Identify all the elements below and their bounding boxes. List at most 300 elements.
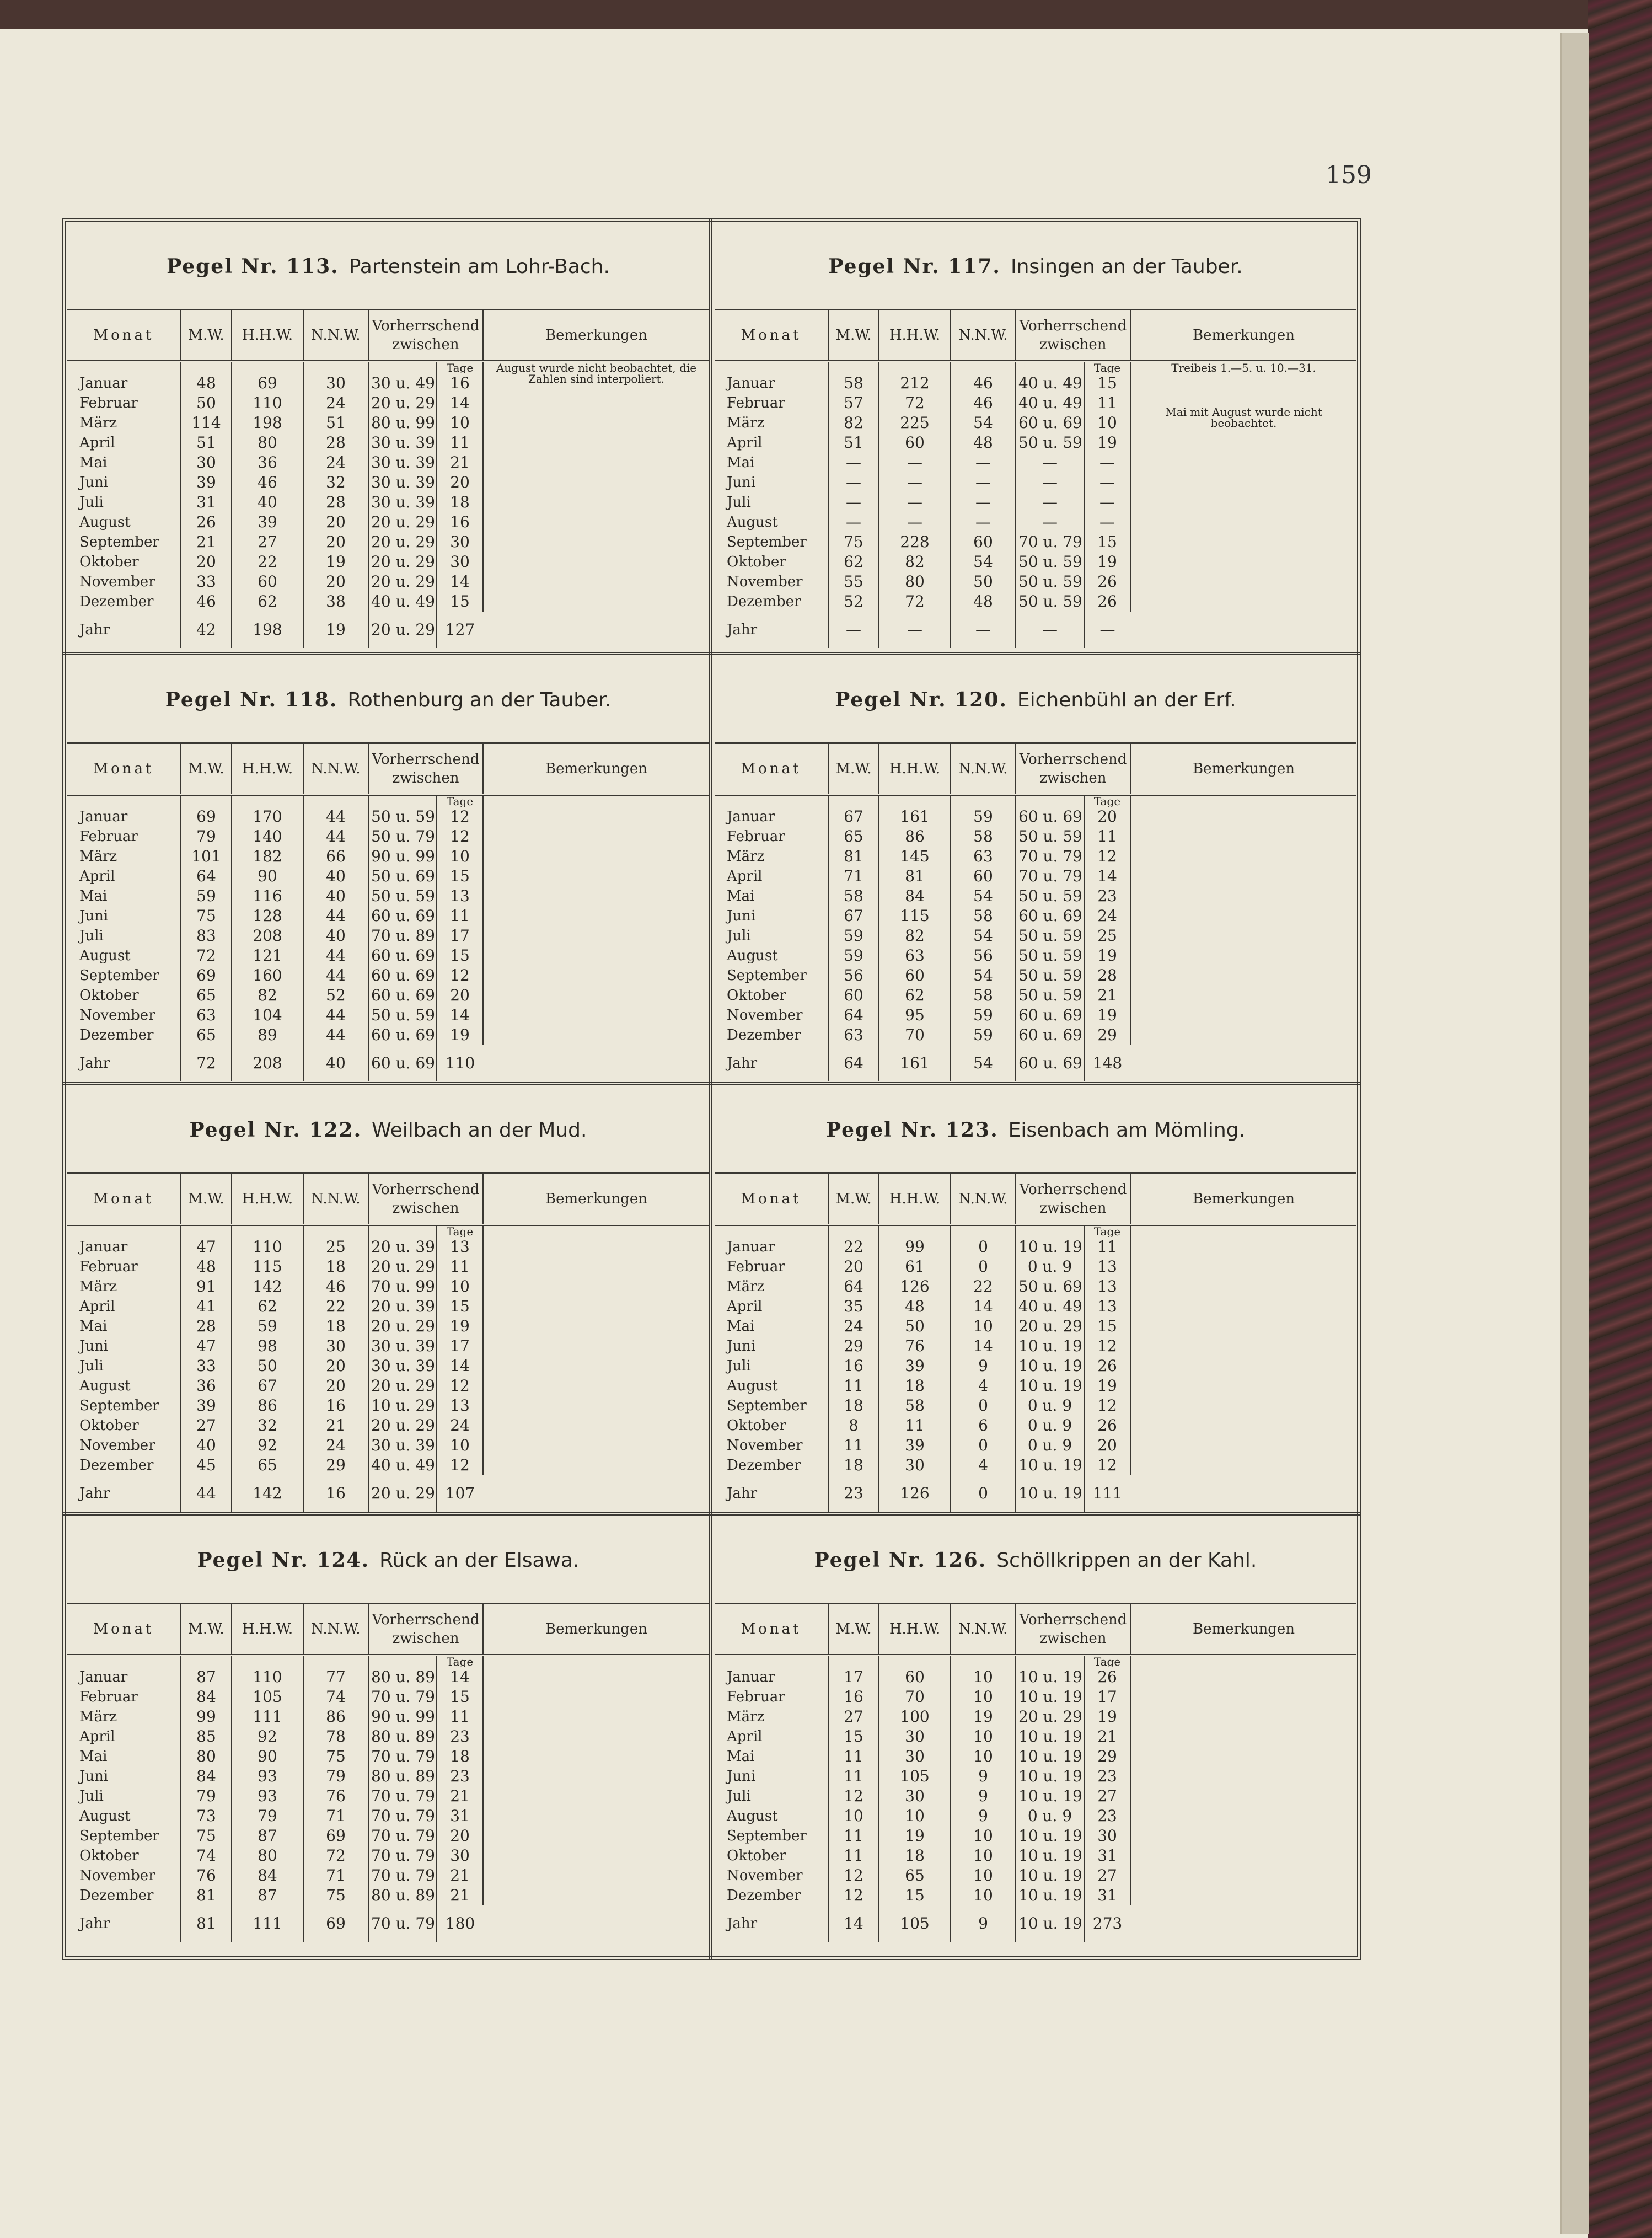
value-cell: 27 bbox=[1084, 1786, 1130, 1806]
value-cell: 10 u. 19 bbox=[1016, 1356, 1084, 1376]
value-cell: 161 bbox=[879, 807, 951, 827]
value-cell: 6 bbox=[951, 1416, 1016, 1436]
month-cell: Mai bbox=[727, 454, 755, 471]
panel-title bbox=[715, 255, 1356, 278]
value-cell: 10 u. 19 bbox=[1016, 1336, 1084, 1356]
month-cell: März bbox=[727, 1278, 765, 1295]
value-cell: 60 u. 69 bbox=[368, 986, 437, 1005]
value-cell: — bbox=[828, 512, 879, 532]
header-monat: Monat bbox=[715, 743, 828, 795]
value-cell: 39 bbox=[879, 1436, 951, 1455]
remarks-cell bbox=[1130, 795, 1356, 1045]
value-cell: 60 u. 69 bbox=[1016, 1025, 1084, 1045]
year-row bbox=[715, 1045, 1356, 1081]
value-cell: 44 bbox=[303, 966, 368, 986]
value-cell: 22 bbox=[303, 1297, 368, 1316]
value-cell: 54 bbox=[951, 886, 1016, 906]
header-vorherrschend: Vorherrschend zwischen bbox=[368, 310, 483, 362]
pegel-number: Pegel Nr. 124. bbox=[197, 1549, 370, 1572]
value-cell: 33 bbox=[181, 572, 232, 592]
value-cell: 80 u. 89 bbox=[368, 1766, 437, 1786]
value-cell: 11 bbox=[437, 906, 483, 926]
value-cell: 228 bbox=[879, 532, 951, 552]
value-cell: 18 bbox=[879, 1846, 951, 1866]
year-value-cell: 20 u. 29 bbox=[368, 1475, 437, 1512]
header-bemerkungen: Bemerkungen bbox=[483, 743, 709, 795]
month-cell: Februar bbox=[79, 1689, 138, 1705]
value-cell: 40 u. 49 bbox=[1016, 373, 1084, 393]
month-cell: April bbox=[79, 1298, 115, 1315]
value-cell: 44 bbox=[303, 827, 368, 847]
header-row bbox=[67, 1604, 709, 1656]
header-monat: Monat bbox=[67, 1604, 181, 1656]
tage-label: Tage bbox=[1084, 1225, 1130, 1237]
value-cell: 60 bbox=[951, 866, 1016, 886]
header-monat: Monat bbox=[67, 310, 181, 362]
tage-row bbox=[715, 795, 1356, 807]
year-row bbox=[715, 1475, 1356, 1512]
value-cell: 41 bbox=[181, 1297, 232, 1316]
value-cell: 65 bbox=[828, 827, 879, 847]
header-vorherrschend: Vorherrschend zwischen bbox=[1016, 310, 1130, 362]
value-cell: 51 bbox=[303, 413, 368, 433]
value-cell: 70 u. 79 bbox=[1016, 847, 1084, 866]
value-cell: 54 bbox=[951, 966, 1016, 986]
month-cell: Juni bbox=[79, 1338, 109, 1354]
tage-row bbox=[67, 1225, 709, 1237]
value-cell: 60 bbox=[951, 532, 1016, 552]
header-nnw: N.N.W. bbox=[951, 1174, 1016, 1225]
pegel-number: Pegel Nr. 126. bbox=[814, 1549, 987, 1572]
value-cell: 20 bbox=[437, 1826, 483, 1846]
tage-row bbox=[715, 361, 1356, 373]
month-cell: November bbox=[79, 574, 155, 590]
value-cell: 20 bbox=[303, 512, 368, 532]
header-vorherrschend: Vorherrschend zwischen bbox=[1016, 1174, 1130, 1225]
value-cell: 63 bbox=[181, 1005, 232, 1025]
value-cell: 10 u. 19 bbox=[1016, 1687, 1084, 1707]
month-cell: November bbox=[727, 1437, 803, 1454]
month-cell: November bbox=[727, 1867, 803, 1884]
value-cell: 12 bbox=[828, 1886, 879, 1905]
gauge-table bbox=[715, 1603, 1356, 1942]
value-cell: 65 bbox=[879, 1866, 951, 1886]
value-cell: 105 bbox=[879, 1766, 951, 1786]
value-cell: 10 bbox=[951, 1826, 1016, 1846]
value-cell: 39 bbox=[879, 1356, 951, 1376]
value-cell: 20 bbox=[303, 1356, 368, 1376]
year-value-cell: 40 bbox=[303, 1045, 368, 1081]
value-cell: 90 bbox=[232, 866, 303, 886]
month-cell: Februar bbox=[79, 395, 138, 411]
value-cell: 17 bbox=[437, 1336, 483, 1356]
tage-label: Tage bbox=[437, 361, 483, 373]
year-value-cell: 110 bbox=[437, 1045, 483, 1081]
value-cell: 0 u. 9 bbox=[1016, 1436, 1084, 1455]
month-cell: August bbox=[727, 514, 778, 531]
value-cell: 13 bbox=[437, 886, 483, 906]
value-cell: 9 bbox=[951, 1806, 1016, 1826]
value-cell: 52 bbox=[303, 986, 368, 1005]
value-cell: — bbox=[828, 492, 879, 512]
value-cell: 20 bbox=[303, 572, 368, 592]
value-cell: 67 bbox=[828, 906, 879, 926]
remarks-cell bbox=[1130, 1655, 1356, 1905]
header-mw: M.W. bbox=[828, 310, 879, 362]
value-cell: 85 bbox=[181, 1727, 232, 1747]
value-cell: 21 bbox=[1084, 986, 1130, 1005]
value-cell: 19 bbox=[1084, 946, 1130, 966]
value-cell: 20 bbox=[303, 1376, 368, 1396]
value-cell: 18 bbox=[437, 492, 483, 512]
value-cell: 70 u. 79 bbox=[368, 1846, 437, 1866]
pegel-number: Pegel Nr. 122. bbox=[189, 1118, 362, 1142]
month-cell: Dezember bbox=[727, 1027, 801, 1043]
month-cell: Oktober bbox=[727, 1848, 786, 1864]
value-cell: 56 bbox=[828, 966, 879, 986]
month-cell: Oktober bbox=[727, 987, 786, 1004]
value-cell: 12 bbox=[437, 1455, 483, 1475]
value-cell: 50 u. 79 bbox=[368, 827, 437, 847]
month-cell: Juni bbox=[79, 1768, 109, 1785]
value-cell: 70 u. 99 bbox=[368, 1277, 437, 1297]
value-cell: 71 bbox=[303, 1866, 368, 1886]
value-cell: 11 bbox=[1084, 393, 1130, 413]
month-cell: Juli bbox=[79, 1358, 104, 1374]
month-cell: Februar bbox=[727, 1689, 785, 1705]
value-cell: 12 bbox=[828, 1786, 879, 1806]
month-cell: Juni bbox=[79, 908, 109, 924]
value-cell: 121 bbox=[232, 946, 303, 966]
year-value-cell: 9 bbox=[951, 1905, 1016, 1942]
value-cell: 70 bbox=[879, 1025, 951, 1045]
station-name: Rothenburg an der Tauber. bbox=[347, 689, 612, 711]
value-cell: 10 bbox=[951, 1687, 1016, 1707]
value-cell: 128 bbox=[232, 906, 303, 926]
value-cell: 145 bbox=[879, 847, 951, 866]
value-cell: 50 u. 59 bbox=[1016, 827, 1084, 847]
month-cell: Juni bbox=[727, 908, 756, 924]
year-value-cell: 0 bbox=[951, 1475, 1016, 1512]
value-cell: 24 bbox=[303, 393, 368, 413]
year-value-cell: 208 bbox=[232, 1045, 303, 1081]
value-cell: 19 bbox=[1084, 552, 1130, 572]
value-cell: 54 bbox=[951, 926, 1016, 946]
value-cell: 19 bbox=[1084, 1376, 1130, 1396]
value-cell: 104 bbox=[232, 1005, 303, 1025]
month-cell: Dezember bbox=[79, 593, 154, 610]
value-cell: 19 bbox=[303, 552, 368, 572]
value-cell: 10 bbox=[1084, 413, 1130, 433]
value-cell: 23 bbox=[437, 1727, 483, 1747]
value-cell: 40 u. 49 bbox=[368, 1455, 437, 1475]
month-cell: März bbox=[79, 415, 117, 431]
value-cell: 12 bbox=[437, 966, 483, 986]
value-cell: 20 u. 29 bbox=[368, 552, 437, 572]
gauge-panel bbox=[67, 655, 709, 1085]
month-cell: Juni bbox=[79, 474, 109, 491]
value-cell: 28 bbox=[1084, 966, 1130, 986]
station-name: Insingen an der Tauber. bbox=[1010, 255, 1243, 278]
year-value-cell: 20 u. 29 bbox=[368, 612, 437, 648]
value-cell: 79 bbox=[181, 827, 232, 847]
value-cell: 10 bbox=[951, 1846, 1016, 1866]
month-cell: September bbox=[79, 534, 159, 550]
value-cell: 66 bbox=[303, 847, 368, 866]
month-cell: August bbox=[727, 1808, 778, 1824]
value-cell: 18 bbox=[828, 1455, 879, 1475]
value-cell: 56 bbox=[951, 946, 1016, 966]
header-monat: Monat bbox=[715, 310, 828, 362]
value-cell: 10 bbox=[951, 1727, 1016, 1747]
value-cell: 17 bbox=[437, 926, 483, 946]
value-cell: 10 u. 19 bbox=[1016, 1727, 1084, 1747]
value-cell: — bbox=[1084, 512, 1130, 532]
value-cell: 50 u. 59 bbox=[1016, 552, 1084, 572]
value-cell: 9 bbox=[951, 1786, 1016, 1806]
tage-row bbox=[67, 795, 709, 807]
value-cell: 21 bbox=[437, 1866, 483, 1886]
header-bemerkungen: Bemerkungen bbox=[1130, 1604, 1356, 1656]
value-cell: 65 bbox=[181, 1025, 232, 1045]
value-cell: 78 bbox=[303, 1727, 368, 1747]
value-cell: 12 bbox=[437, 827, 483, 847]
month-cell: Januar bbox=[79, 1239, 128, 1255]
year-value-cell: 16 bbox=[303, 1475, 368, 1512]
panel-title bbox=[715, 1118, 1356, 1142]
value-cell: 40 u. 49 bbox=[1016, 1297, 1084, 1316]
year-label: Jahr bbox=[727, 1055, 758, 1072]
value-cell: 11 bbox=[437, 433, 483, 453]
value-cell: 30 bbox=[437, 532, 483, 552]
month-cell: März bbox=[727, 1709, 765, 1725]
value-cell: 59 bbox=[951, 1005, 1016, 1025]
value-cell: 12 bbox=[1084, 1396, 1130, 1416]
value-cell: 160 bbox=[232, 966, 303, 986]
value-cell: 36 bbox=[232, 453, 303, 473]
month-cell: September bbox=[727, 967, 807, 984]
value-cell: 20 bbox=[181, 552, 232, 572]
value-cell: 30 u. 39 bbox=[368, 453, 437, 473]
value-cell: 111 bbox=[232, 1707, 303, 1727]
value-cell: 69 bbox=[232, 373, 303, 393]
gauge-panel bbox=[67, 222, 709, 652]
value-cell: 20 bbox=[828, 1257, 879, 1277]
value-cell: 36 bbox=[181, 1376, 232, 1396]
month-cell: Oktober bbox=[727, 1417, 786, 1434]
value-cell: 76 bbox=[879, 1336, 951, 1356]
value-cell: 10 bbox=[951, 1667, 1016, 1687]
value-cell: 11 bbox=[437, 1257, 483, 1277]
value-cell: 62 bbox=[828, 552, 879, 572]
year-value-cell: 107 bbox=[437, 1475, 483, 1512]
value-cell: 95 bbox=[879, 1005, 951, 1025]
value-cell: 29 bbox=[1084, 1025, 1130, 1045]
value-cell: 79 bbox=[181, 1786, 232, 1806]
value-cell: 23 bbox=[437, 1766, 483, 1786]
value-cell: 26 bbox=[181, 512, 232, 532]
value-cell: 26 bbox=[1084, 572, 1130, 592]
value-cell: — bbox=[828, 453, 879, 473]
value-cell: 44 bbox=[303, 1025, 368, 1045]
month-cell: August bbox=[727, 947, 778, 964]
value-cell: 22 bbox=[232, 552, 303, 572]
header-bemerkungen: Bemerkungen bbox=[1130, 743, 1356, 795]
gauge-panel bbox=[715, 1085, 1356, 1516]
value-cell: 19 bbox=[1084, 1707, 1130, 1727]
header-row bbox=[715, 1604, 1356, 1656]
value-cell: 50 u. 59 bbox=[1016, 986, 1084, 1005]
month-cell: Juni bbox=[727, 1768, 756, 1785]
value-cell: 10 u. 19 bbox=[1016, 1455, 1084, 1475]
year-value-cell: 44 bbox=[181, 1475, 232, 1512]
month-cell: Dezember bbox=[79, 1027, 154, 1043]
year-label: Jahr bbox=[727, 1915, 758, 1932]
remarks-cell bbox=[483, 795, 709, 1045]
value-cell: 86 bbox=[879, 827, 951, 847]
value-cell: 27 bbox=[232, 532, 303, 552]
value-cell: 62 bbox=[879, 986, 951, 1005]
value-cell: 82 bbox=[879, 552, 951, 572]
remarks-cell bbox=[483, 1655, 709, 1905]
value-cell: 46 bbox=[951, 373, 1016, 393]
value-cell: 50 u. 69 bbox=[1016, 1277, 1084, 1297]
value-cell: 51 bbox=[181, 433, 232, 453]
value-cell: 30 bbox=[437, 1846, 483, 1866]
value-cell: 116 bbox=[232, 886, 303, 906]
value-cell: 69 bbox=[303, 1826, 368, 1846]
value-cell: 10 bbox=[437, 413, 483, 433]
value-cell: 80 u. 89 bbox=[368, 1667, 437, 1687]
value-cell: 39 bbox=[181, 1396, 232, 1416]
year-value-cell: — bbox=[828, 612, 879, 648]
value-cell: 20 u. 39 bbox=[368, 1237, 437, 1257]
value-cell: 100 bbox=[879, 1707, 951, 1727]
header-nnw: N.N.W. bbox=[303, 1174, 368, 1225]
header-row bbox=[715, 310, 1356, 362]
value-cell: 20 u. 29 bbox=[368, 1257, 437, 1277]
month-cell: September bbox=[727, 1828, 807, 1844]
value-cell: 105 bbox=[232, 1687, 303, 1707]
value-cell: 59 bbox=[181, 886, 232, 906]
value-cell: 8 bbox=[828, 1416, 879, 1436]
value-cell: 27 bbox=[828, 1707, 879, 1727]
gauge-panel bbox=[715, 655, 1356, 1085]
header-hhw: H.H.W. bbox=[232, 743, 303, 795]
value-cell: 10 bbox=[951, 1866, 1016, 1886]
header-monat: Monat bbox=[67, 743, 181, 795]
value-cell: 13 bbox=[1084, 1297, 1130, 1316]
value-cell: 81 bbox=[181, 1886, 232, 1905]
value-cell: 40 bbox=[303, 866, 368, 886]
year-row bbox=[715, 1905, 1356, 1942]
value-cell: 75 bbox=[303, 1747, 368, 1766]
month-cell: September bbox=[727, 534, 807, 550]
header-nnw: N.N.W. bbox=[951, 1604, 1016, 1656]
month-cell: März bbox=[727, 415, 765, 431]
value-cell: 30 bbox=[1084, 1826, 1130, 1846]
gauge-table bbox=[715, 309, 1356, 648]
year-value-cell: 105 bbox=[879, 1905, 951, 1942]
value-cell: 16 bbox=[303, 1396, 368, 1416]
value-cell: 81 bbox=[879, 866, 951, 886]
value-cell: 75 bbox=[181, 906, 232, 926]
value-cell: 21 bbox=[437, 453, 483, 473]
value-cell: 14 bbox=[951, 1336, 1016, 1356]
panel-title bbox=[67, 255, 709, 278]
value-cell: 54 bbox=[951, 552, 1016, 572]
value-cell: 84 bbox=[181, 1766, 232, 1786]
value-cell: 16 bbox=[828, 1356, 879, 1376]
value-cell: 33 bbox=[181, 1356, 232, 1376]
month-cell: Mai bbox=[79, 454, 108, 471]
value-cell: 63 bbox=[828, 1025, 879, 1045]
value-cell: 225 bbox=[879, 413, 951, 433]
header-nnw: N.N.W. bbox=[303, 1604, 368, 1656]
value-cell: 10 bbox=[951, 1886, 1016, 1905]
value-cell: 13 bbox=[1084, 1257, 1130, 1277]
value-cell: 30 u. 39 bbox=[368, 473, 437, 492]
value-cell: 31 bbox=[1084, 1846, 1130, 1866]
value-cell: 20 u. 29 bbox=[368, 393, 437, 413]
value-cell: 13 bbox=[437, 1237, 483, 1257]
value-cell: 18 bbox=[828, 1396, 879, 1416]
value-cell: 83 bbox=[181, 926, 232, 946]
month-cell: Februar bbox=[727, 828, 785, 845]
value-cell: 70 u. 79 bbox=[368, 1786, 437, 1806]
value-cell: 4 bbox=[951, 1455, 1016, 1475]
panel-title bbox=[67, 688, 709, 711]
month-cell: September bbox=[79, 1828, 159, 1844]
value-cell: 115 bbox=[232, 1257, 303, 1277]
year-label: Jahr bbox=[79, 1915, 110, 1932]
header-monat: Monat bbox=[715, 1604, 828, 1656]
month-cell: August bbox=[79, 1808, 131, 1824]
value-cell: 87 bbox=[232, 1826, 303, 1846]
value-cell: 31 bbox=[1084, 1886, 1130, 1905]
station-name: Partenstein am Lohr-Bach. bbox=[348, 255, 610, 278]
value-cell: 11 bbox=[828, 1747, 879, 1766]
value-cell: 10 u. 19 bbox=[1016, 1826, 1084, 1846]
value-cell: 58 bbox=[828, 886, 879, 906]
year-row bbox=[67, 1475, 709, 1512]
value-cell: 10 u. 19 bbox=[1016, 1866, 1084, 1886]
year-value-cell: 23 bbox=[828, 1475, 879, 1512]
value-cell: 79 bbox=[232, 1806, 303, 1826]
value-cell: 82 bbox=[879, 926, 951, 946]
value-cell: 14 bbox=[437, 393, 483, 413]
value-cell: 9 bbox=[951, 1356, 1016, 1376]
value-cell: 80 bbox=[879, 572, 951, 592]
value-cell: 80 u. 99 bbox=[368, 413, 437, 433]
value-cell: 114 bbox=[181, 413, 232, 433]
value-cell: 13 bbox=[437, 1396, 483, 1416]
year-row bbox=[715, 612, 1356, 648]
value-cell: — bbox=[1084, 473, 1130, 492]
value-cell: 40 bbox=[181, 1436, 232, 1455]
value-cell: 44 bbox=[303, 807, 368, 827]
value-cell: 80 bbox=[232, 1846, 303, 1866]
value-cell: 19 bbox=[879, 1826, 951, 1846]
value-cell: 59 bbox=[951, 1025, 1016, 1045]
value-cell: 15 bbox=[437, 946, 483, 966]
value-cell: 12 bbox=[828, 1866, 879, 1886]
month-cell: Februar bbox=[79, 828, 138, 845]
header-vorherrschend: Vorherrschend zwischen bbox=[368, 1604, 483, 1656]
value-cell: 9 bbox=[951, 1766, 1016, 1786]
value-cell: 70 u. 79 bbox=[368, 1687, 437, 1707]
value-cell: — bbox=[951, 473, 1016, 492]
